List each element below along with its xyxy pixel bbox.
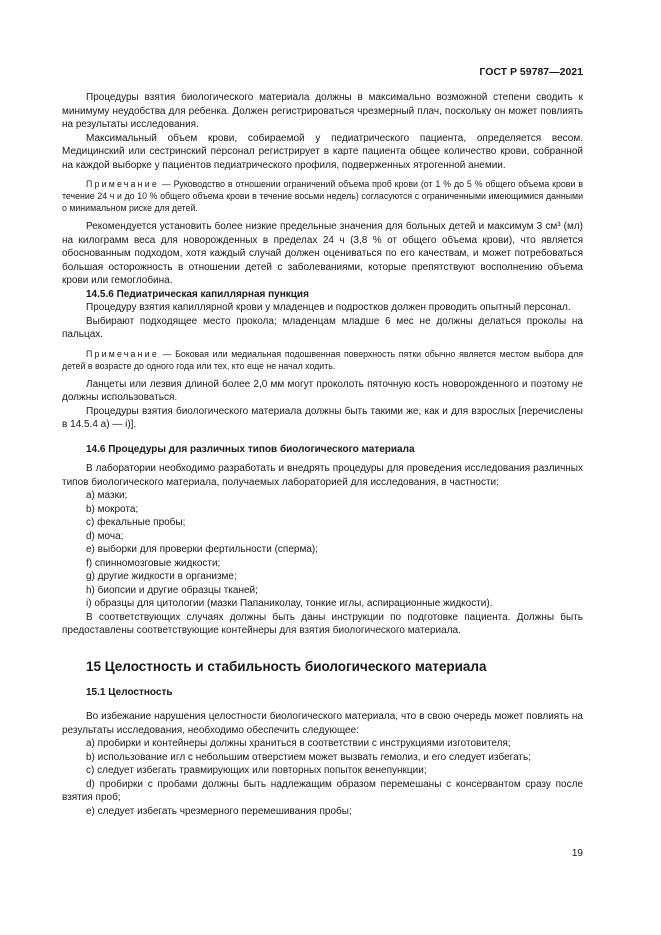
paragraph-text: f) спинномозговые жидкости; (86, 557, 221, 569)
paragraph (62, 91, 583, 132)
paragraph-text: d) пробирки с пробами должны быть надлежащим образом перемешаны с консервантом сразу после взятия проб; (62, 778, 583, 803)
paragraph (62, 315, 583, 342)
paragraph-text: 14.5.6 Педиатрическая капиллярная пункция (86, 288, 309, 300)
list-item (62, 764, 583, 778)
list-item (62, 805, 583, 819)
paragraph-text: 14.6 Процедуры для различных типов биологического материала (86, 443, 415, 455)
list-item (62, 751, 583, 765)
note-label: Примечание (86, 348, 159, 359)
paragraph-text: — Руководство в отношении ограничений объема проб крови (от 1 % до 5 % общего объема крови в течение 24 ч и до 10 % общего объема крови в течение восьми недель) согласуются с ограниченными имеющимися данными о минимальном риске для детей. (62, 179, 583, 213)
paragraph-text: Выбирают подходящее место прокола; младенцам младше 6 мес не должны делаться проколы на пальцах. (62, 315, 583, 340)
section-heading (62, 658, 583, 675)
paragraph-text: Максимальный объем крови, собираемой у педиатрического пациента, определяется весом. Медицинский или сестринский персонал регистрирует в карте пациента общее количество крови, собранной на каждой выборке у пациентов педиатрического профиля, подверженных ятрогенной анемии. (62, 132, 583, 171)
note-paragraph (62, 348, 583, 372)
paragraph-text: Рекомендуется установить более низкие предельные значения для больных детей и максимум 3 см³ (мл) на килограмм веса для новорожденных в пределах 24 ч (3,8 % от общего объема крови), что является обоснованным подходом, хотя каждый случай должен оцениваться по его качествам, и может потребоваться большая осторожность в отношении детей с заболеваниями, которые препятствуют восполнению объема крови или гемоглобина. (62, 221, 583, 286)
paragraph-text: Процедуры взятия биологического материала должны быть такими же, как и для взрослых [перечислены в 14.5.4 а) — i)]. (62, 405, 583, 430)
paragraph (62, 778, 583, 805)
page-number: 19 (571, 848, 583, 859)
note-paragraph (62, 178, 583, 214)
paragraph (62, 220, 583, 288)
paragraph-text: b) мокрота; (86, 503, 139, 515)
paragraph-text: Во избежание нарушения целостности биологического материала, что в свою очередь может повлиять на результаты исследования, необходимо обеспечить следующее: (62, 711, 583, 736)
paragraph-text: e) выборки для проверки фертильности (сперма); (86, 544, 319, 555)
list-item (62, 516, 583, 530)
paragraph-text: b) использование игл с небольшим отверстием может вызвать гемолиз, и его следует избегать; (86, 751, 531, 763)
note-label: Примечание (86, 179, 159, 189)
paragraph-text: a) мазки; (86, 490, 128, 501)
paragraph (62, 710, 583, 737)
list-item (62, 503, 583, 517)
document-standard-number: ГОСТ Р 59787—2021 (479, 66, 583, 78)
list-item (62, 557, 583, 571)
paragraph-text: 15.1 Целостность (86, 686, 173, 698)
paragraph-text: d) моча; (86, 530, 124, 542)
paragraph-text: Процедуру взятия капиллярной крови у младенцев и подростков должен проводить опытный персонал. (86, 302, 571, 313)
list-item (62, 737, 583, 751)
paragraph-text: a) пробирки и контейнеры должны храниться в соответствии с инструкциями изготовителя; (86, 738, 511, 749)
paragraph-text: i) образцы для цитологии (мазки Папаниколау, тонкие иглы, аспирационные жидкости). (86, 598, 493, 609)
paragraph-text: 15 Целостность и стабильность биологического материала (86, 658, 487, 674)
paragraph-text: Процедуры взятия биологического материала должны в максимально возможной степени сводить к минимуму неудобства для ребенка. Должен регистрироваться чрезмерный плач, поскольку он может повлиять на результаты исследования. (62, 92, 583, 130)
list-item (62, 570, 583, 584)
list-item (62, 597, 583, 611)
paragraph (62, 462, 583, 489)
list-item (62, 543, 583, 557)
paragraph (62, 132, 583, 173)
list-item (62, 584, 583, 598)
paragraph-text: c) следует избегать травмирующих или повторных попыток венепункции; (86, 765, 427, 776)
clause-heading (62, 288, 583, 302)
list-item (62, 489, 583, 503)
list-item (62, 530, 583, 544)
document-body (62, 91, 583, 818)
paragraph-text: Ланцеты или лезвия длиной более 2,0 мм могут проколоть пяточную кость новорожденного и поэтому не должны использоваться. (62, 378, 583, 403)
paragraph-text: h) биопсии и другие образцы тканей; (86, 584, 258, 596)
paragraph (62, 378, 583, 405)
subsection-heading (62, 443, 583, 457)
subsection-heading (62, 686, 583, 700)
paragraph (62, 611, 583, 638)
paragraph-text: g) другие жидкости в организме; (86, 571, 237, 582)
paragraph-text: В лаборатории необходимо разработать и внедрять процедуры для проведения исследования различных типов биологического материала, получаемых лабораторией для исследования, в частности: (62, 463, 583, 488)
paragraph (62, 301, 583, 315)
paragraph-text: e) следует избегать чрезмерного перемешивания пробы; (86, 805, 352, 817)
paragraph-text: c) фекальные пробы; (86, 517, 186, 528)
paragraph-text: — Боковая или медиальная подошвенная поверхность пятки обычно является местом выбора для детей в возрасте до одного года или тех, кто еще не начал ходить. (62, 348, 583, 371)
paragraph (62, 405, 583, 432)
paragraph-text: В соответствующих случаях должны быть даны инструкции по подготовке пациента. Должны быть предоставлены соответствующие контейнеры для взятия биологического материала. (62, 611, 583, 636)
